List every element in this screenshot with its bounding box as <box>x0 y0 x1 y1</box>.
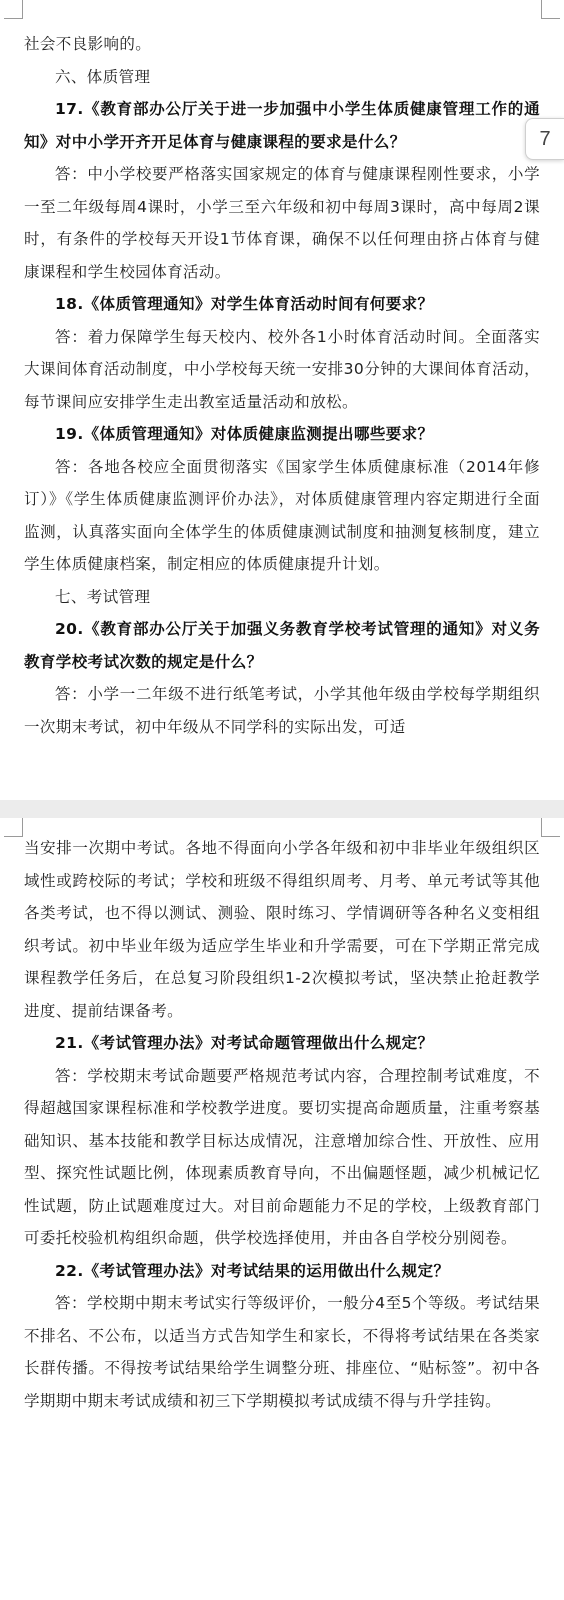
paragraph: 社会不良影响的。 <box>24 35 152 53</box>
page-number-indicator[interactable]: 7 <box>525 118 564 160</box>
page-corner-mark <box>541 818 560 837</box>
answer-paragraph: 答：学校期中期末考试实行等级评价，一般分4至5个等级。考试结果不排名、不公布，以适当方式告知学生和家长，不得将考试结果在各类家长群传播。不得按考试结果给学生调整分班、排座位、“贴标签”。初中各学期期中期末考试成绩和初三下学期模拟考试成绩不得与升学挂钩。 <box>24 1294 540 1410</box>
page-1-text <box>24 28 540 743</box>
document-page-2 <box>0 818 564 1600</box>
answer-paragraph: 答：中小学校要严格落实国家规定的体育与健康课程刚性要求，小学一至二年级每周4课时，小学三至六年级和初中每周3课时，高中每周2课时，有条件的学校每天开设1节体育课，确保不以任何理由挤占体育与健康课程和学生校园体育活动。 <box>24 165 540 281</box>
question-heading: 17.《教育部办公厅关于进一步加强中小学生体质健康管理工作的通知》对中小学开齐开足体育与健康课程的要求是什么？ <box>24 100 540 151</box>
question-heading: 22.《考试管理办法》对考试结果的运用做出什么规定？ <box>55 1261 450 1280</box>
question-heading: 20.《教育部办公厅关于加强义务教育学校考试管理的通知》对义务教育学校考试次数的规定是什么？ <box>24 620 540 671</box>
answer-paragraph: 答：小学一二年级不进行纸笔考试，小学其他年级由学校每学期组织一次期末考试，初中年级从不同学科的实际出发，可适 <box>24 685 540 736</box>
answer-paragraph: 答：各地各校应全面贯彻落实《国家学生体质健康标准（2014年修订）》《学生体质健康监测评价办法》，对体质健康管理内容定期进行全面监测，认真落实面向全体学生的体质健康测试制度和抽测复核制度，建立学生体质健康档案，制定相应的体质健康提升计划。 <box>24 457 540 573</box>
answer-paragraph: 答：着力保障学生每天校内、校外各1小时体育活动时间。全面落实大课间体育活动制度，中小学校每天统一安排30分钟的大课间体育活动，每节课间应安排学生走出教室适量活动和放松。 <box>24 327 540 411</box>
answer-paragraph: 答：学校期末考试命题要严格规范考试内容，合理控制考试难度，不得超越国家课程标准和学校教学进度。要切实提高命题质量，注重考察基础知识、基本技能和教学目标达成情况，注意增加综合性、开放性、应用型、探究性试题比例，体现素质教育导向，不出偏题怪题，减少机械记忆性试题，防止试题难度过大。对目前命题能力不足的学校，上级教育部门可委托校验机构组织命题，供学校选择使用，并由各自学校分别阅卷。 <box>24 1066 540 1247</box>
question-heading: 19.《体质管理通知》对体质健康监测提出哪些要求？ <box>55 425 434 443</box>
question-heading: 21.《考试管理办法》对考试命题管理做出什么规定？ <box>55 1034 434 1052</box>
question-heading: 18.《体质管理通知》对学生体育活动时间有何要求？ <box>55 295 434 313</box>
page-corner-mark <box>4 818 23 837</box>
page-corner-mark <box>541 0 560 19</box>
section-heading: 七、考试管理 <box>55 587 151 606</box>
page-2-text <box>24 832 540 1417</box>
section-heading: 六、体质管理 <box>55 67 151 86</box>
page-corner-mark <box>4 0 23 19</box>
answer-paragraph: 当安排一次期中考试。各地不得面向小学各年级和初中非毕业年级组织区域性或跨校际的考试；学校和班级不得组织周考、月考、单元考试等其他各类考试，也不得以测试、测验、限时练习、学情调研等各种名义变相组织考试。初中毕业年级为适应学生毕业和升学需要，可在下学期正常完成课程教学任务后，在总复习阶段组织1-2次模拟考试，坚决禁止抢赶教学进度、提前结课备考。 <box>24 839 540 1020</box>
